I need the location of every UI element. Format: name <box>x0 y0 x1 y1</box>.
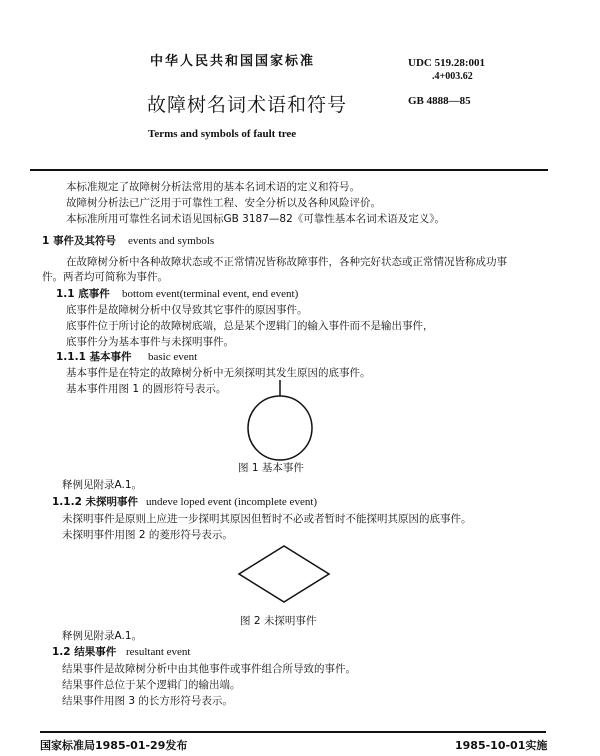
subsection-heading: 1.1 底事件 <box>56 288 110 300</box>
udc-code-cont: .4+003.62 <box>432 71 473 82</box>
effective-date: 1985-10-01实施 <box>455 739 548 752</box>
subsection-heading: 1.1.1 基本事件 <box>56 351 132 363</box>
intro-line: 故障树分析法已广泛用于可靠性工程、安全分析以及各种风险评价。 <box>66 197 381 209</box>
paragraph-line: 底事件是故障树分析中仅导致其它事件的原因事件。 <box>66 304 308 316</box>
basic-event-circle-symbol <box>240 378 320 462</box>
paragraph-line: 结果事件总位于某个逻辑门的输出端。 <box>62 679 241 691</box>
paragraph-line: 基本事件是在特定的故障树分析中无须探明其发生原因的底事件。 <box>66 367 371 379</box>
paragraph-line: 底事件分为基本事件与未探明事件。 <box>66 336 234 348</box>
paragraph-line: 底事件位于所讨论的故障树底端，总是某个逻辑门的输入事件而不是输出事件， <box>66 320 434 332</box>
note-line: 释例见附录A.1。 <box>62 630 143 642</box>
paragraph-line: 结果事件是故障树分析中由其他事件或事件组合所导致的事件。 <box>62 663 356 675</box>
english-title: Terms and symbols of fault tree <box>148 128 297 140</box>
issued-date: 国家标准局1985-01-29发布 <box>40 739 188 752</box>
subsection-heading-en: undeve loped event (incomplete event) <box>146 496 318 508</box>
subsection-heading-en: resultant event <box>126 646 191 658</box>
paragraph-line: 在故障树分析中各种故障状态或不正常情况皆称故障事件，各种完好状态或正常情况皆称成功事 <box>66 256 507 268</box>
intro-line: 本标准所用可靠性名词术语见国标GB 3187—82《可靠性基本名词术语及定义》。 <box>66 213 446 225</box>
figure-caption: 图 1 基本事件 <box>238 462 304 474</box>
subsection-heading: 1.1.2 未探明事件 <box>52 496 139 508</box>
intro-line: 本标准规定了故障树分析法常用的基本名词术语的定义和符号。 <box>66 181 360 193</box>
issuing-country-label: 中华人民共和国国家标准 <box>150 54 316 69</box>
paragraph-line: 未探明事件用图 2 的菱形符号表示。 <box>62 529 233 541</box>
paragraph-line: 结果事件用图 3 的长方形符号表示。 <box>62 695 233 707</box>
undeveloped-event-diamond-symbol <box>236 543 332 605</box>
paragraph-line: 未探明事件是原则上应进一步探明其原因但暂时不必或者暂时不能探明其原因的底事件。 <box>62 513 472 525</box>
paragraph-line: 基本事件用图 1 的圆形符号表示。 <box>66 383 227 395</box>
figure-caption: 图 2 未探明事件 <box>240 615 317 627</box>
subsection-heading-en: basic event <box>148 351 198 363</box>
note-line: 释例见附录A.1。 <box>62 479 143 491</box>
paragraph-line: 件。两者均可简称为事件。 <box>42 271 168 283</box>
subsection-heading: 1.2 结果事件 <box>52 646 117 658</box>
footer-divider <box>40 731 546 733</box>
section-heading-en: events and symbols <box>128 235 215 247</box>
standard-number: GB 4888—85 <box>408 95 471 107</box>
header-divider <box>30 169 548 171</box>
subsection-heading-en: bottom event(terminal event, end event) <box>122 288 299 300</box>
page-title: 故障树名词术语和符号 <box>147 94 348 116</box>
section-heading: 1 事件及其符号 <box>42 235 116 247</box>
udc-code: UDC 519.28:001 <box>408 57 485 69</box>
